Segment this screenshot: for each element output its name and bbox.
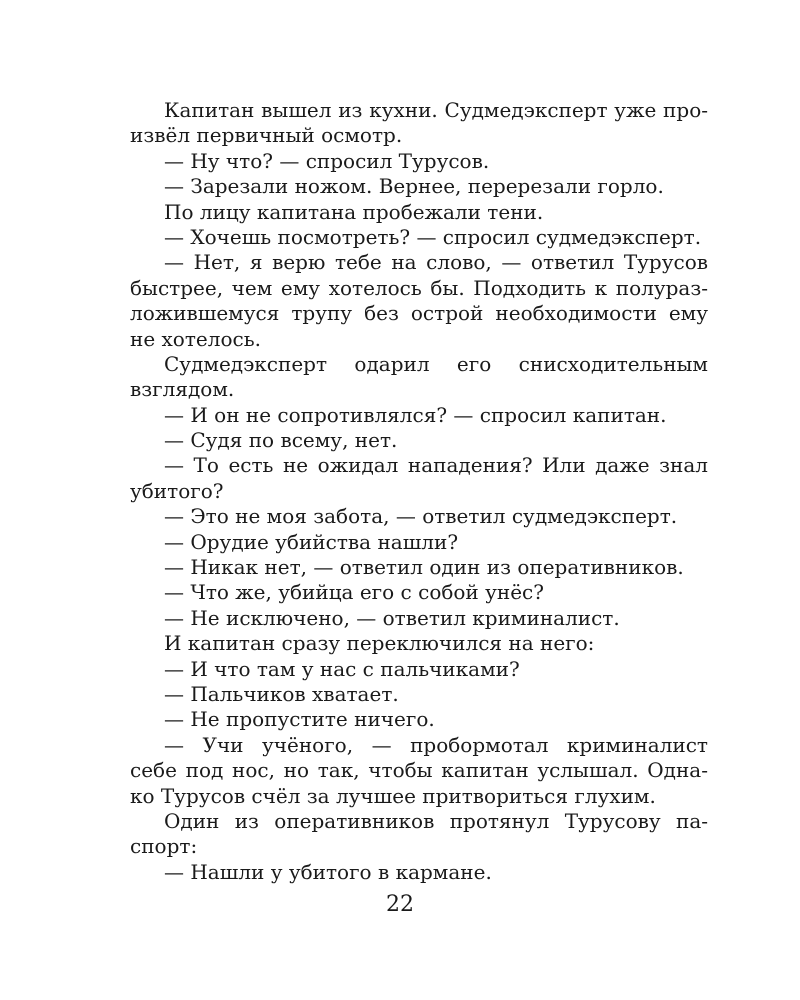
text-line: — И он не сопротивлялся? — спросил капитан. — [164, 402, 667, 427]
text-line: Один из оперативников протянул Турусову па- — [164, 808, 708, 833]
text-line: — Никак нет, — ответил один из оперативников. — [164, 555, 684, 580]
text-line: не хотелось. — [130, 326, 261, 351]
text-line: — Нет, я верю тебе на слово, — ответил Турусов — [164, 250, 708, 275]
text-line: — Хочешь посмотреть? — спросил судмедэксперт. — [164, 224, 702, 249]
text-line: — Зарезали ножом. Вернее, перерезали горло. — [164, 174, 664, 199]
text-line: — Орудие убийства нашли? — [164, 529, 459, 554]
text-line: Судмедэксперт одарил его снисходительным — [164, 351, 708, 376]
text-line: спорт: — [130, 834, 198, 859]
text-line: ложившемуся трупу без острой необходимости ему — [130, 301, 708, 326]
text-line: Капитан вышел из кухни. Судмедэксперт уже про- — [164, 98, 708, 122]
text-line: — Ну что? — спросил Турусов. — [164, 148, 490, 173]
text-line: — Это не моя забота, — ответил судмедэксперт. — [164, 504, 678, 529]
text-line: — Судя по всему, нет. — [164, 428, 398, 453]
text-line: По лицу капитана пробежали тени. — [164, 199, 544, 224]
text-line: — И что там у нас с пальчиками? — [164, 656, 520, 681]
text-line: — Не пропустите ничего. — [164, 707, 435, 732]
text-line: — Не исключено, — ответил криминалист. — [164, 605, 620, 630]
text-line: — Пальчиков хватает. — [164, 681, 399, 706]
text-line: — Учи учёного, — пробормотал криминалист — [164, 732, 708, 757]
text-line: ко Турусов счёл за лучшее притвориться глухим. — [130, 783, 656, 808]
text-line: убитого? — [130, 478, 224, 503]
text-line: извёл первичный осмотр. — [130, 123, 403, 148]
text-line: себе под нос, но так, чтобы капитан услышал. Одна- — [130, 758, 708, 783]
text-line: — Нашли у убитого в кармане. — [164, 859, 492, 884]
text-line: взглядом. — [130, 377, 235, 402]
page-number: 22 — [386, 892, 414, 917]
text-line: быстрее, чем ему хотелось бы. Подходить к полураз- — [130, 275, 708, 300]
text-line: — То есть не ожидал нападения? Или даже знал — [164, 453, 708, 478]
text-line: И капитан сразу переключился на него: — [164, 631, 595, 656]
body-text — [130, 98, 708, 885]
text-line: — Что же, убийца его с собой унёс? — [164, 580, 544, 605]
